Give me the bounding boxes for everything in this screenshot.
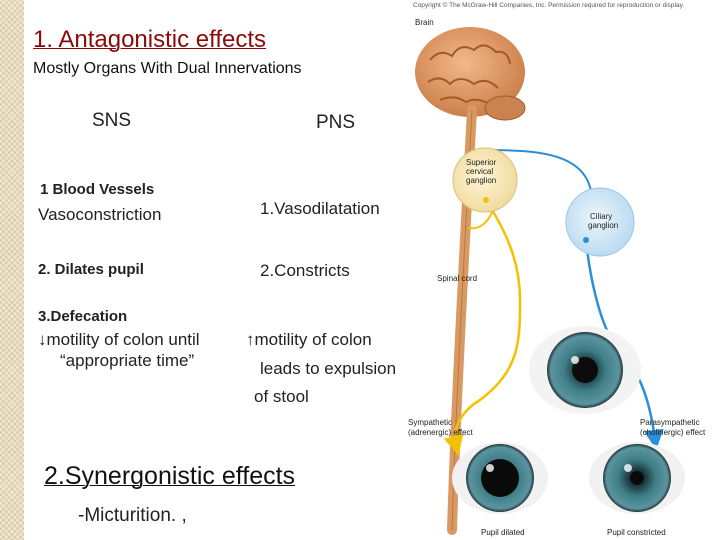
pupil-constricted-label: Pupil constricted [607,528,666,537]
row1-pns-value: 1.Vasodilatation [260,199,380,218]
sns-header: SNS [92,110,132,131]
sympathetic-label-2: (adrenergic) effect [408,428,473,437]
row1-sns-value: Vasoconstriction [38,205,162,224]
section2-title: 2.Synergonistic effects [44,462,296,490]
pns-header: PNS [316,112,356,133]
row3-label: 3.Defecation [38,308,128,325]
ciliary-ganglion-label-1: Ciliary [590,212,613,221]
slide-title: 1. Antagonistic effects [33,26,267,53]
row3-pns-line1: ↑motility of colon [246,330,372,349]
pupil-dilated-label: Pupil dilated [481,528,525,537]
constricted-pupil-eye [589,442,685,514]
central-eye [529,326,641,414]
superior-ganglion-label-2: cervical [466,167,494,176]
section2-item: -Micturition. , [78,505,187,526]
slide-subtitle: Mostly Organs With Dual Innervations [33,60,302,77]
parasympathetic-label-1: Parasympathetic [640,418,700,427]
row3-pns-line3: of stool [254,387,309,406]
sympathetic-label-1: Sympathetic [408,418,453,427]
row2-pns-value: 2.Constricts [260,261,350,280]
spinal-cord-label: Spinal cord [437,274,478,283]
superior-ganglion-label-1: Superior [466,158,497,167]
brain-label: Brain [415,18,434,27]
dilated-pupil-eye [452,442,548,514]
row3-sns-line2: “appropriate time” [60,351,195,370]
ciliary-ganglion-label-2: ganglion [588,221,619,230]
superior-ganglion-label-3: ganglion [466,176,497,185]
row1-label: 1 Blood Vessels [40,181,155,198]
row3-sns-line1: ↓motility of colon until [38,330,200,349]
decorative-side-stripe [0,0,24,540]
copyright-notice: Copyright © The McGraw-Hill Companies, Inc. Permission required for reproduction or display. [413,2,685,9]
row2-label: 2. Dilates pupil [38,261,144,278]
parasympathetic-label-2: (cholinergic) effect [640,428,706,437]
row3-pns-line2: leads to expulsion [260,359,397,378]
